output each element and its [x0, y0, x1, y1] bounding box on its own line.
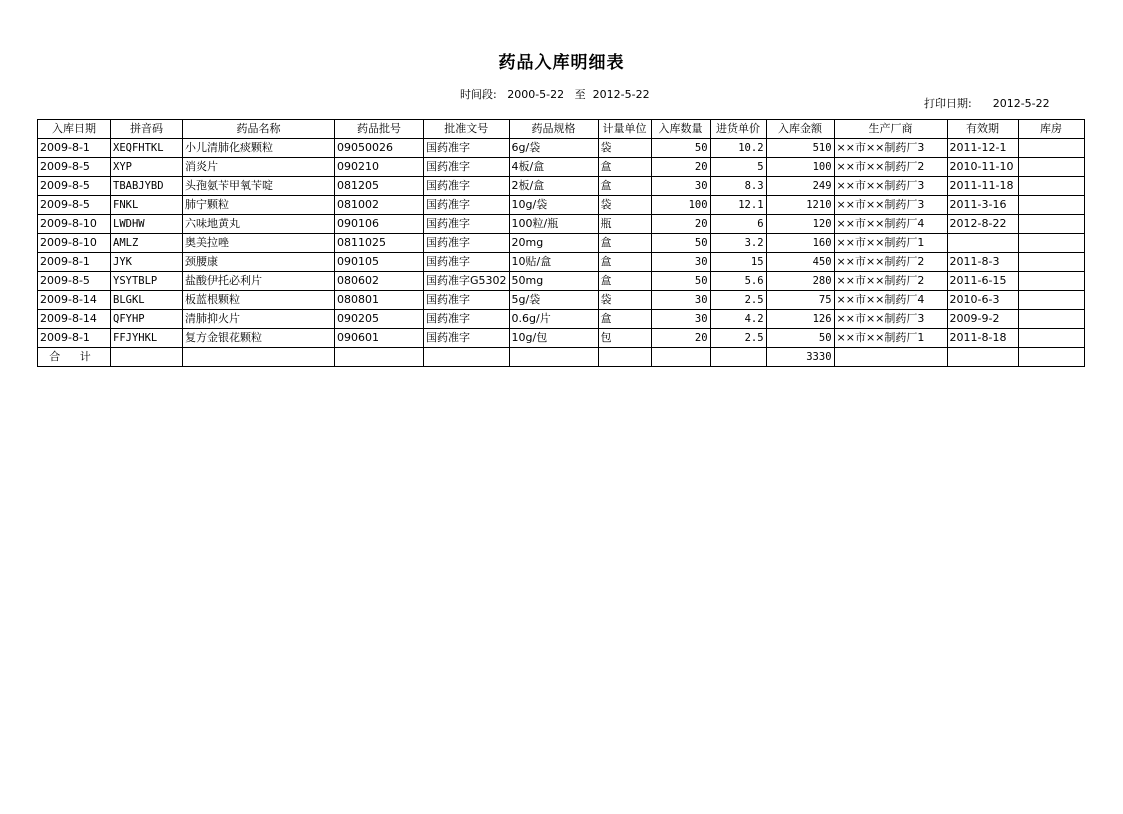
- cell-expiry: 2009-9-2: [947, 310, 1018, 329]
- cell-unit-price: 10.2: [710, 139, 766, 158]
- cell-batch: 090205: [335, 310, 424, 329]
- cell-drug-name: 消炎片: [183, 158, 335, 177]
- cell-manufacturer: ××市××制药厂1: [834, 234, 947, 253]
- cell-approval: 国药准字: [424, 158, 510, 177]
- cell-warehouse: [1018, 310, 1084, 329]
- cell-unit-price: 4.2: [710, 310, 766, 329]
- cell-expiry: 2010-6-3: [947, 291, 1018, 310]
- cell-unit: 袋: [598, 196, 651, 215]
- cell-expiry: 2011-8-18: [947, 329, 1018, 348]
- cell-amount: 100: [766, 158, 834, 177]
- cell-date: 2009-8-5: [38, 272, 111, 291]
- table-row: [38, 253, 1085, 272]
- cell-drug-name: 小儿清肺化痰颗粒: [183, 139, 335, 158]
- cell-expiry: [947, 234, 1018, 253]
- cell-spec: 0.6g/片: [509, 310, 598, 329]
- cell-pinyin: QFYHP: [111, 310, 183, 329]
- cell-amount: 280: [766, 272, 834, 291]
- cell-quantity: 30: [651, 177, 710, 196]
- cell-unit-price: 2.5: [710, 291, 766, 310]
- cell-drug-name: 头孢氨苄甲氧苄啶: [183, 177, 335, 196]
- print-date-label: 打印日期:: [924, 97, 972, 110]
- cell-date: 2009-8-5: [38, 196, 111, 215]
- table-cell: [598, 348, 651, 367]
- col-header-quantity: 入库数量: [651, 120, 710, 139]
- cell-manufacturer: ××市××制药厂3: [834, 139, 947, 158]
- cell-batch: 080602: [335, 272, 424, 291]
- cell-quantity: 20: [651, 158, 710, 177]
- col-header-unit: 计量单位: [598, 120, 651, 139]
- cell-unit-price: 15: [710, 253, 766, 272]
- cell-manufacturer: ××市××制药厂1: [834, 329, 947, 348]
- print-date-value: 2012-5-22: [992, 97, 1050, 110]
- cell-batch: 081002: [335, 196, 424, 215]
- cell-amount: 249: [766, 177, 834, 196]
- cell-approval: 国药准字: [424, 177, 510, 196]
- cell-manufacturer: ××市××制药厂2: [834, 158, 947, 177]
- cell-unit-price: 12.1: [710, 196, 766, 215]
- cell-spec: 4板/盒: [509, 158, 598, 177]
- cell-pinyin: XYP: [111, 158, 183, 177]
- cell-approval: 国药准字G5302: [424, 272, 510, 291]
- cell-amount: 160: [766, 234, 834, 253]
- cell-drug-name: 复方金银花颗粒: [183, 329, 335, 348]
- col-header-batch: 药品批号: [335, 120, 424, 139]
- cell-manufacturer: ××市××制药厂4: [834, 215, 947, 234]
- col-header-date: 入库日期: [38, 120, 111, 139]
- cell-pinyin: AMLZ: [111, 234, 183, 253]
- cell-unit: 包: [598, 329, 651, 348]
- cell-unit: 盒: [598, 234, 651, 253]
- cell-approval: 国药准字: [424, 329, 510, 348]
- table-row: [38, 215, 1085, 234]
- table-cell: [424, 348, 510, 367]
- cell-batch: 090210: [335, 158, 424, 177]
- cell-unit-price: 6: [710, 215, 766, 234]
- cell-drug-name: 盐酸伊托必利片: [183, 272, 335, 291]
- cell-unit: 盒: [598, 253, 651, 272]
- table-row: [38, 291, 1085, 310]
- period-to-label: 至: [574, 88, 586, 101]
- cell-approval: 国药准字: [424, 234, 510, 253]
- col-header-pinyin: 拼音码: [111, 120, 183, 139]
- cell-batch: 080801: [335, 291, 424, 310]
- table-cell: [710, 348, 766, 367]
- cell-unit: 袋: [598, 139, 651, 158]
- table-cell: [1018, 348, 1084, 367]
- table-row: [38, 234, 1085, 253]
- cell-amount: 50: [766, 329, 834, 348]
- cell-spec: 5g/袋: [509, 291, 598, 310]
- cell-quantity: 30: [651, 310, 710, 329]
- cell-manufacturer: ××市××制药厂3: [834, 310, 947, 329]
- cell-amount: 75: [766, 291, 834, 310]
- cell-quantity: 20: [651, 329, 710, 348]
- cell-batch: 081205: [335, 177, 424, 196]
- cell-unit: 袋: [598, 291, 651, 310]
- cell-approval: 国药准字: [424, 196, 510, 215]
- cell-spec: 10贴/盒: [509, 253, 598, 272]
- cell-drug-name: 六味地黄丸: [183, 215, 335, 234]
- cell-spec: 50mg: [509, 272, 598, 291]
- table-cell: [651, 348, 710, 367]
- cell-pinyin: FNKL: [111, 196, 183, 215]
- table-cell: [834, 348, 947, 367]
- cell-amount: 126: [766, 310, 834, 329]
- cell-warehouse: [1018, 272, 1084, 291]
- cell-unit: 盒: [598, 310, 651, 329]
- table-cell: [947, 348, 1018, 367]
- cell-drug-name: 清肺抑火片: [183, 310, 335, 329]
- table-cell: [111, 348, 183, 367]
- col-header-amount: 入库金额: [766, 120, 834, 139]
- table-row: [38, 329, 1085, 348]
- cell-approval: 国药准字: [424, 310, 510, 329]
- cell-unit: 盒: [598, 272, 651, 291]
- col-header-warehouse: 库房: [1018, 120, 1084, 139]
- col-header-spec: 药品规格: [509, 120, 598, 139]
- cell-expiry: 2012-8-22: [947, 215, 1018, 234]
- total-label: 合 计: [38, 348, 111, 367]
- cell-date: 2009-8-1: [38, 253, 111, 272]
- cell-pinyin: BLGKL: [111, 291, 183, 310]
- cell-pinyin: LWDHW: [111, 215, 183, 234]
- header-row: [38, 120, 1085, 139]
- cell-manufacturer: ××市××制药厂3: [834, 196, 947, 215]
- cell-date: 2009-8-14: [38, 310, 111, 329]
- cell-unit: 盒: [598, 158, 651, 177]
- col-header-approval: 批准文号: [424, 120, 510, 139]
- cell-warehouse: [1018, 196, 1084, 215]
- cell-batch: 090105: [335, 253, 424, 272]
- col-header-expiry: 有效期: [947, 120, 1018, 139]
- cell-batch: 0811025: [335, 234, 424, 253]
- cell-drug-name: 板蓝根颗粒: [183, 291, 335, 310]
- cell-unit-price: 5.6: [710, 272, 766, 291]
- cell-warehouse: [1018, 253, 1084, 272]
- cell-date: 2009-8-5: [38, 177, 111, 196]
- total-amount: 3330: [766, 348, 834, 367]
- cell-spec: 10g/袋: [509, 196, 598, 215]
- cell-unit: 瓶: [598, 215, 651, 234]
- cell-pinyin: JYK: [111, 253, 183, 272]
- cell-quantity: 50: [651, 272, 710, 291]
- cell-approval: 国药准字: [424, 253, 510, 272]
- cell-unit-price: 2.5: [710, 329, 766, 348]
- cell-drug-name: 肺宁颗粒: [183, 196, 335, 215]
- cell-date: 2009-8-1: [38, 329, 111, 348]
- cell-amount: 1210: [766, 196, 834, 215]
- table-cell: [335, 348, 424, 367]
- cell-warehouse: [1018, 158, 1084, 177]
- table-cell: [183, 348, 335, 367]
- cell-unit-price: 3.2: [710, 234, 766, 253]
- cell-unit-price: 5: [710, 158, 766, 177]
- cell-quantity: 20: [651, 215, 710, 234]
- cell-pinyin: TBABJYBD: [111, 177, 183, 196]
- cell-approval: 国药准字: [424, 215, 510, 234]
- cell-unit: 盒: [598, 177, 651, 196]
- cell-drug-name: 奥美拉唑: [183, 234, 335, 253]
- cell-manufacturer: ××市××制药厂2: [834, 253, 947, 272]
- cell-amount: 450: [766, 253, 834, 272]
- table-row: [38, 158, 1085, 177]
- cell-spec: 100粒/瓶: [509, 215, 598, 234]
- cell-drug-name: 颈腰康: [183, 253, 335, 272]
- cell-unit-price: 8.3: [710, 177, 766, 196]
- table-row: [38, 272, 1085, 291]
- cell-spec: 20mg: [509, 234, 598, 253]
- cell-quantity: 50: [651, 139, 710, 158]
- print-date: [924, 95, 1050, 111]
- cell-quantity: 100: [651, 196, 710, 215]
- cell-pinyin: FFJYHKL: [111, 329, 183, 348]
- cell-quantity: 50: [651, 234, 710, 253]
- col-header-manufacturer: 生产厂商: [834, 120, 947, 139]
- col-header-unit-price: 进货单价: [710, 120, 766, 139]
- report-title: 药品入库明细表: [498, 53, 625, 73]
- cell-warehouse: [1018, 234, 1084, 253]
- cell-batch: 09050026: [335, 139, 424, 158]
- cell-warehouse: [1018, 177, 1084, 196]
- table-row: [38, 196, 1085, 215]
- cell-approval: 国药准字: [424, 291, 510, 310]
- cell-warehouse: [1018, 215, 1084, 234]
- table-cell: [509, 348, 598, 367]
- cell-expiry: 2010-11-10: [947, 158, 1018, 177]
- total-row: [38, 348, 1085, 367]
- cell-spec: 10g/包: [509, 329, 598, 348]
- cell-pinyin: XEQFHTKL: [111, 139, 183, 158]
- cell-date: 2009-8-1: [38, 139, 111, 158]
- cell-expiry: 2011-12-1: [947, 139, 1018, 158]
- cell-expiry: 2011-11-18: [947, 177, 1018, 196]
- cell-spec: 6g/袋: [509, 139, 598, 158]
- cell-date: 2009-8-14: [38, 291, 111, 310]
- cell-batch: 090106: [335, 215, 424, 234]
- period-label: 时间段:: [460, 88, 497, 101]
- cell-warehouse: [1018, 139, 1084, 158]
- table-row: [38, 177, 1085, 196]
- cell-expiry: 2011-8-3: [947, 253, 1018, 272]
- cell-warehouse: [1018, 329, 1084, 348]
- cell-manufacturer: ××市××制药厂4: [834, 291, 947, 310]
- table-row: [38, 139, 1085, 158]
- cell-date: 2009-8-10: [38, 234, 111, 253]
- cell-spec: 2板/盒: [509, 177, 598, 196]
- cell-manufacturer: ××市××制药厂2: [834, 272, 947, 291]
- cell-batch: 090601: [335, 329, 424, 348]
- cell-amount: 120: [766, 215, 834, 234]
- cell-approval: 国药准字: [424, 139, 510, 158]
- cell-expiry: 2011-3-16: [947, 196, 1018, 215]
- cell-warehouse: [1018, 291, 1084, 310]
- cell-date: 2009-8-10: [38, 215, 111, 234]
- cell-expiry: 2011-6-15: [947, 272, 1018, 291]
- cell-quantity: 30: [651, 291, 710, 310]
- cell-pinyin: YSYTBLP: [111, 272, 183, 291]
- table-row: [38, 310, 1085, 329]
- cell-quantity: 30: [651, 253, 710, 272]
- period-from: 2000-5-22: [507, 88, 565, 101]
- cell-manufacturer: ××市××制药厂3: [834, 177, 947, 196]
- inbound-detail-table: [37, 119, 1085, 367]
- col-header-drug-name: 药品名称: [183, 120, 335, 139]
- period-to: 2012-5-22: [592, 88, 650, 101]
- period-range: [460, 86, 650, 102]
- cell-date: 2009-8-5: [38, 158, 111, 177]
- cell-amount: 510: [766, 139, 834, 158]
